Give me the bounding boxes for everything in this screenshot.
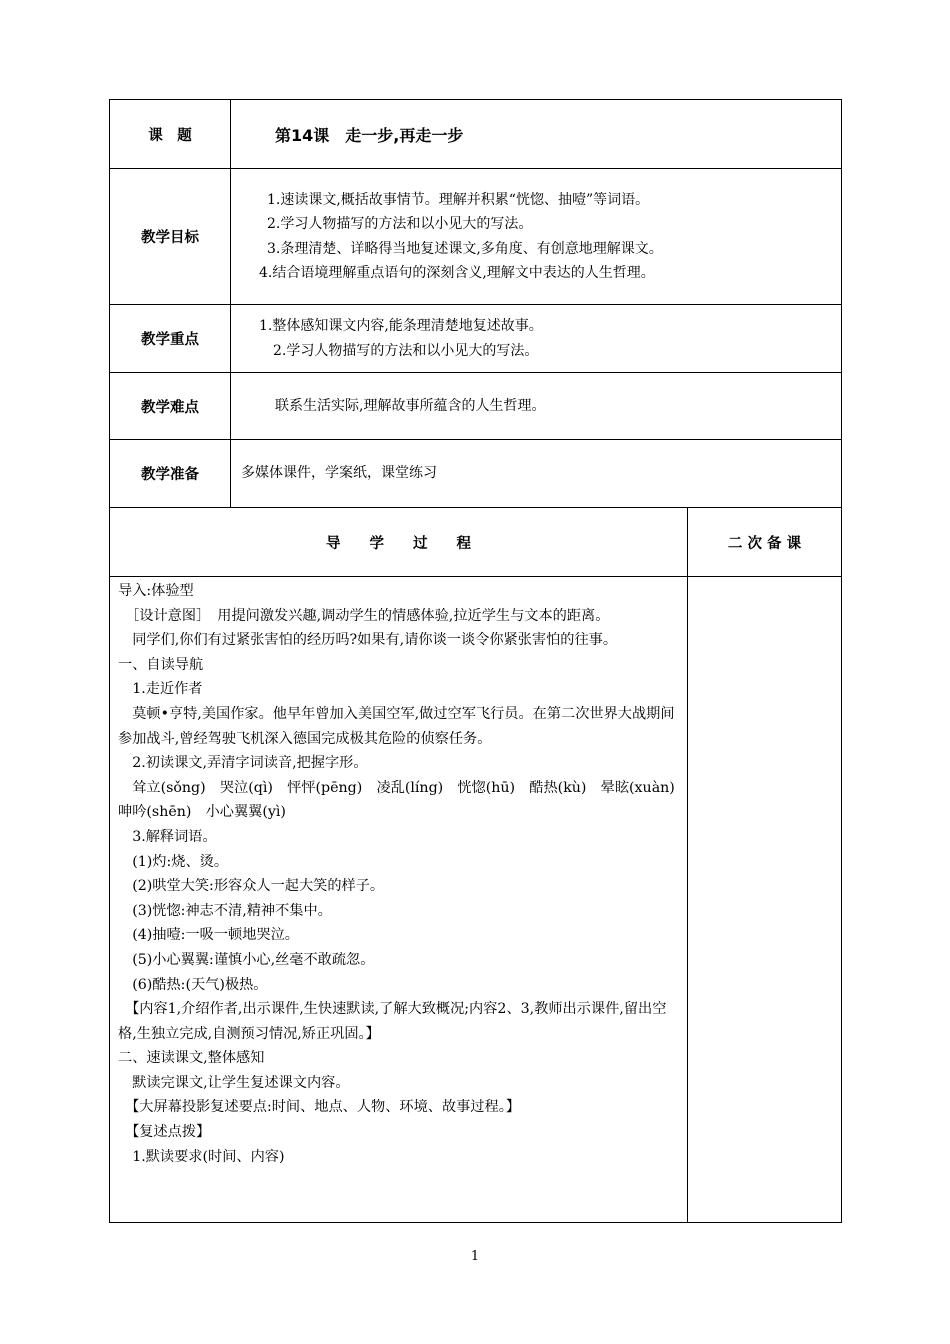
process-line: 【内容1,介绍作者,出示课件,生快速默读,了解大致概况;内容2、3,教师出示课件,留出空格,生独立完成,自测预习情况,矫正巩固。】 (118, 1001, 667, 1042)
key-points-content (231, 305, 842, 373)
second-prep-header: 二 次 备 课 (688, 508, 842, 577)
difficulty-label: 教学难点 (110, 373, 231, 440)
process-line: 莫顿•亨特,美国作家。他早年曾加入美国空军,做过空军飞行员。在第二次世界大战期间参加战斗,曾经驾驶飞机深入德国完成极其危险的侦察任务。 (118, 705, 675, 747)
process-line: ［设计意图］ 用提问激发兴趣,调动学生的情感体验,拉近学生与文本的距离。 (118, 607, 610, 624)
difficulty-row (110, 373, 842, 440)
process-line: 3.解释词语。 (118, 828, 217, 845)
goals-row (110, 169, 842, 305)
process-line: (5)小心翼翼:谨慎小心,丝毫不敢疏忽。 (118, 951, 375, 968)
process-line: (1)灼:烧、烫。 (118, 853, 229, 870)
goal-item: 4.结合语境理解重点语句的深刻含义,理解文中表达的人生哲理。 (259, 265, 655, 281)
process-line: (6)酷热:(天气)极热。 (118, 976, 268, 993)
prep-label: 教学准备 (110, 440, 231, 508)
key-point-item: 1.整体感知课文内容,能条理清楚地复述故事。 (259, 318, 543, 334)
process-line: 【复述点拨】 (118, 1124, 211, 1141)
goal-item: 1.速读课文,概括故事情节。理解并积累“恍惚、抽噎”等词语。 (267, 191, 650, 208)
goals-content (231, 169, 842, 305)
goal-item: 2.学习人物描写的方法和以小见大的写法。 (267, 216, 533, 232)
process-line: (2)哄堂大笑:形容众人一起大笑的样子。 (118, 878, 385, 895)
key-points-label: 教学重点 (110, 305, 231, 373)
process-line: 2.初读课文,弄清字词读音,把握字形。 (118, 755, 368, 772)
goal-item: 3.条理清楚、详略得当地复述课文,多角度、有创意地理解课文。 (267, 240, 663, 257)
process-line: 耸立(sǒng) 哭泣(qì) 怦怦(pēng) 凌乱(líng) 恍惚(hū) 酷热(kù) 晕眩(xuàn) 呻吟(shēn) 小心翼翼(yì) (118, 779, 690, 821)
process-line: 二、速读课文,整体感知 (118, 1050, 265, 1067)
process-line: (3)恍惚:神志不清,精神不集中。 (118, 902, 332, 919)
difficulty-content: 联系生活实际,理解故事所蕴含的人生哲理。 (231, 373, 842, 440)
process-line: (4)抽噎:一吸一顿地哭泣。 (118, 927, 299, 944)
topic-row (110, 100, 842, 169)
second-prep-content (688, 577, 842, 1223)
lesson-plan-table (109, 99, 841, 1223)
lesson-title: 第14课 走一步,再走一步 (231, 100, 842, 169)
process-line: 1.走近作者 (118, 681, 203, 698)
process-content (110, 577, 688, 1223)
process-header-row (110, 508, 842, 577)
prep-row (110, 440, 842, 508)
process-line: 【大屏幕投影复述要点:时间、地点、人物、环境、故事过程。】 (118, 1099, 521, 1116)
topic-label: 课 题 (110, 100, 231, 169)
process-line: 同学们,你们有过紧张害怕的经历吗?如果有,请你谈一谈令你紧张害怕的往事。 (118, 632, 618, 649)
process-line: 导入:体验型 (118, 583, 194, 599)
page-number: 1 (470, 1249, 480, 1264)
process-line: 一、自读导航 (118, 656, 204, 673)
process-body-row (110, 577, 842, 1223)
process-line: 默读完课文,让学生复述课文内容。 (118, 1074, 350, 1091)
process-line: 1.默读要求(时间、内容) (118, 1148, 285, 1165)
prep-content: 多媒体课件，学案纸，课堂练习 (231, 440, 842, 508)
process-header: 导 学 过 程 (110, 508, 688, 577)
key-points-row (110, 305, 842, 373)
key-point-item: 2.学习人物描写的方法和以小见大的写法。 (273, 342, 539, 359)
goals-label: 教学目标 (110, 169, 231, 305)
